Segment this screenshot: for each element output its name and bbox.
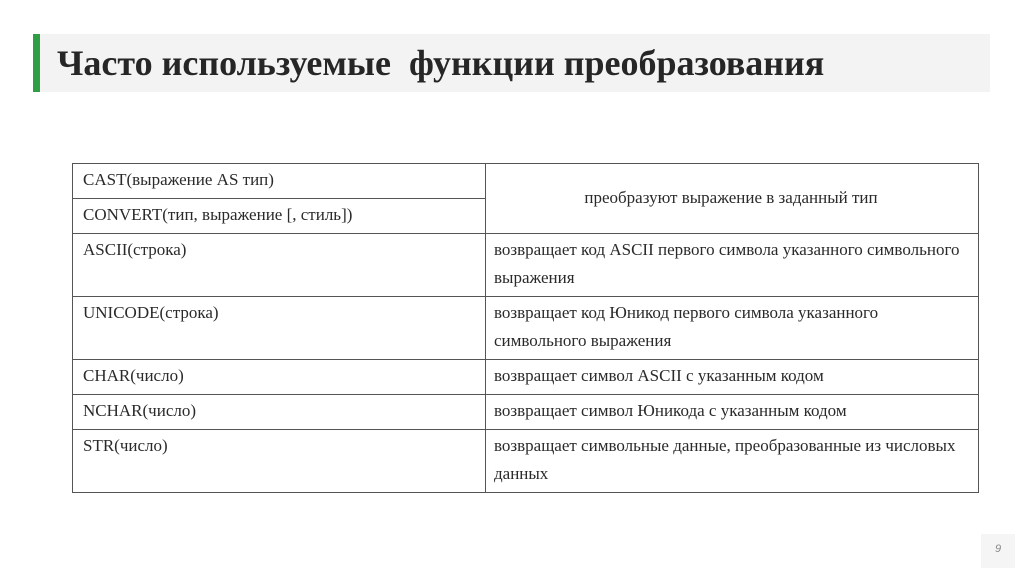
function-cell: NCHAR(число) <box>73 395 486 430</box>
function-cell: ASCII(строка) <box>73 234 486 297</box>
table-row <box>73 234 979 297</box>
function-cell: CHAR(число) <box>73 360 486 395</box>
table-row <box>73 430 979 493</box>
table-row <box>73 395 979 430</box>
table-row <box>73 360 979 395</box>
description-cell: возвращает символ ASCII с указанным кодом <box>486 360 979 395</box>
description-cell: возвращает символ Юникода с указанным кодом <box>486 395 979 430</box>
table-row <box>73 297 979 360</box>
description-cell: возвращает символьные данные, преобразованные из числовых данных <box>486 430 979 493</box>
function-cell: CONVERT(тип, выражение [, стиль]) <box>73 199 486 234</box>
description-cell: возвращает код Юникод первого символа указанного символьного выражения <box>486 297 979 360</box>
description-cell: возвращает код ASCII первого символа указанного символьного выражения <box>486 234 979 297</box>
title-accent-bar <box>33 34 40 92</box>
description-cell: преобразуют выражение в заданный тип <box>486 164 979 234</box>
page-number-badge: 9 <box>981 534 1015 568</box>
function-cell: STR(число) <box>73 430 486 493</box>
slide-title: Часто используемые функции преобразования <box>57 43 825 83</box>
function-cell: CAST(выражение AS тип) <box>73 164 486 199</box>
functions-table <box>72 163 979 493</box>
table-row <box>73 164 979 199</box>
function-cell: UNICODE(строка) <box>73 297 486 360</box>
